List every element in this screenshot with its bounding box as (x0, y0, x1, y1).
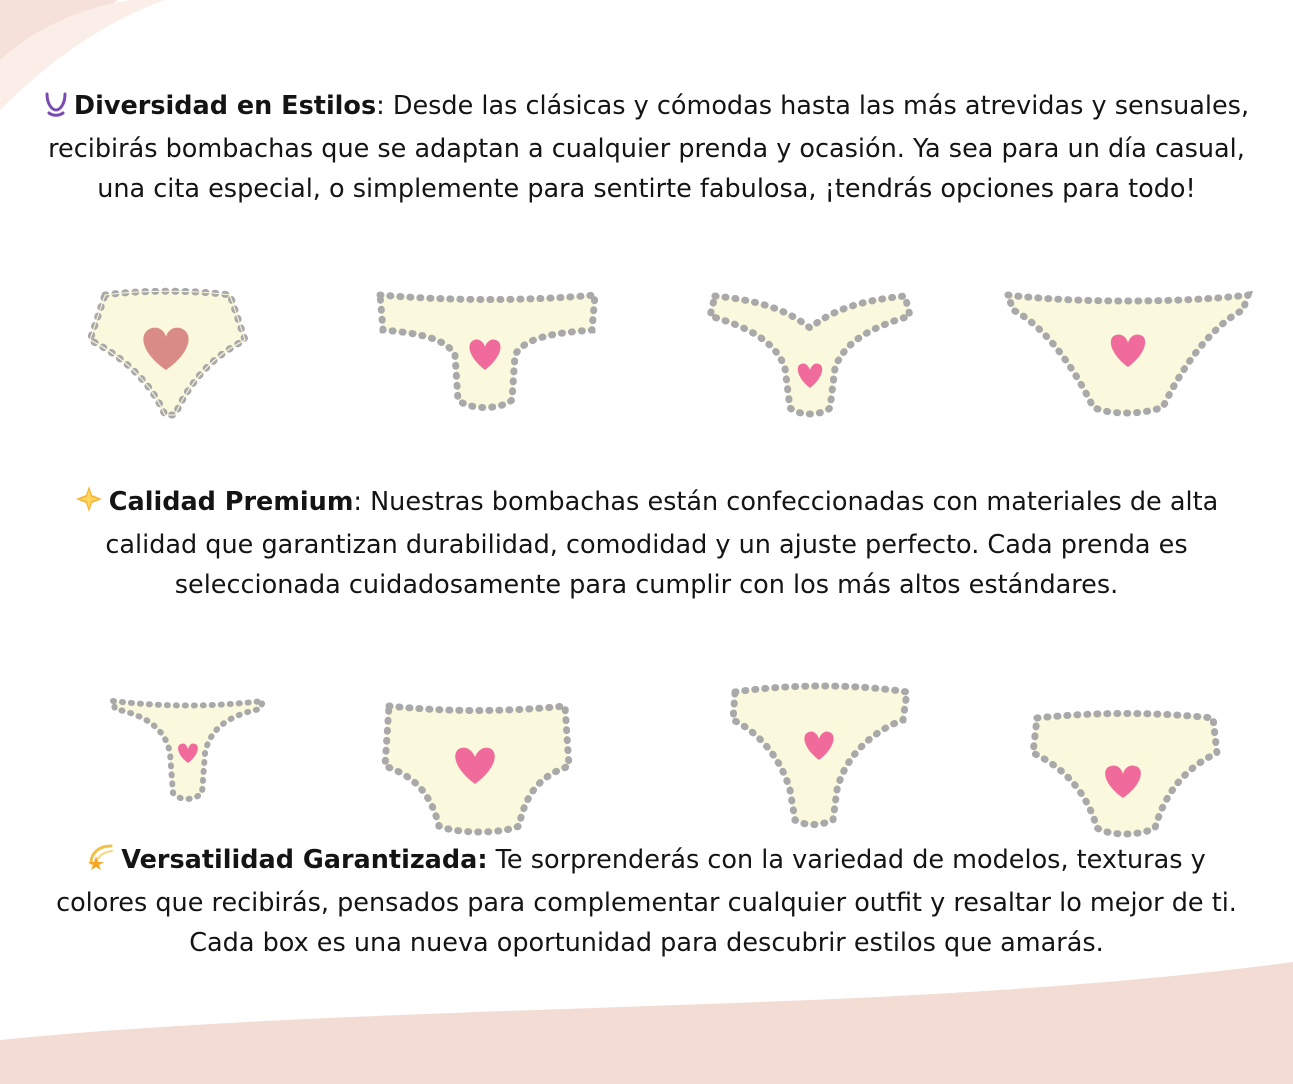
vcut-thong-pink-heart-illustration (705, 288, 915, 423)
section-calidad (40, 482, 1253, 605)
classic-brief-pink-heart-illustration (1025, 708, 1225, 843)
illustration-row-1 (0, 270, 1293, 430)
section-body: Nuestras bombachas están confeccionadas con materiales de alta calidad que garantizan durabilidad, comodidad y un ajuste perfecto. Cada prenda es seleccionada cuidadosamente para cumplir con los más altos estándares. (105, 487, 1219, 600)
section-separator: : (353, 487, 362, 517)
brief-rose-heart-illustration (80, 280, 255, 425)
illustration-row-2 (0, 668, 1293, 843)
section-title: Diversidad en Estilos (73, 91, 377, 121)
thong-pink-heart-illustration (105, 693, 270, 808)
purple-bikini-icon (44, 89, 68, 129)
highleg-pink-heart-illustration (725, 680, 915, 830)
section-body: Te sorprenderás con la variedad de modelos, texturas y colores que recibirás, pensados para complementar cualquier outfit y resaltar lo mejor de ti. Cada box es una nueva oportunidad para descubrir estilos que amarás. (56, 845, 1237, 958)
section-title: Versatilidad Garantizada: (121, 845, 488, 875)
section-separator: : (376, 91, 385, 121)
section-diversidad (40, 86, 1253, 209)
wide-triangle-pink-heart-illustration (1003, 285, 1253, 420)
boyshort-pink-heart-illustration (370, 285, 605, 425)
sparkle-star-icon (75, 485, 103, 525)
shooting-star-icon (87, 843, 115, 883)
section-title: Calidad Premium (108, 487, 354, 517)
section-body: Desde las clásicas y cómodas hasta las más atrevidas y sensuales, recibirás bombachas que se adaptan a cualquier prenda y ocasión. Ya sea para un día casual, una cita especial, o simplemente para sentirte fabulosa, ¡tendrás opciones para todo! (48, 91, 1250, 204)
hipster-pink-heart-illustration (377, 696, 577, 841)
bottom-wave (0, 962, 1293, 1084)
section-versatilidad (40, 840, 1253, 963)
